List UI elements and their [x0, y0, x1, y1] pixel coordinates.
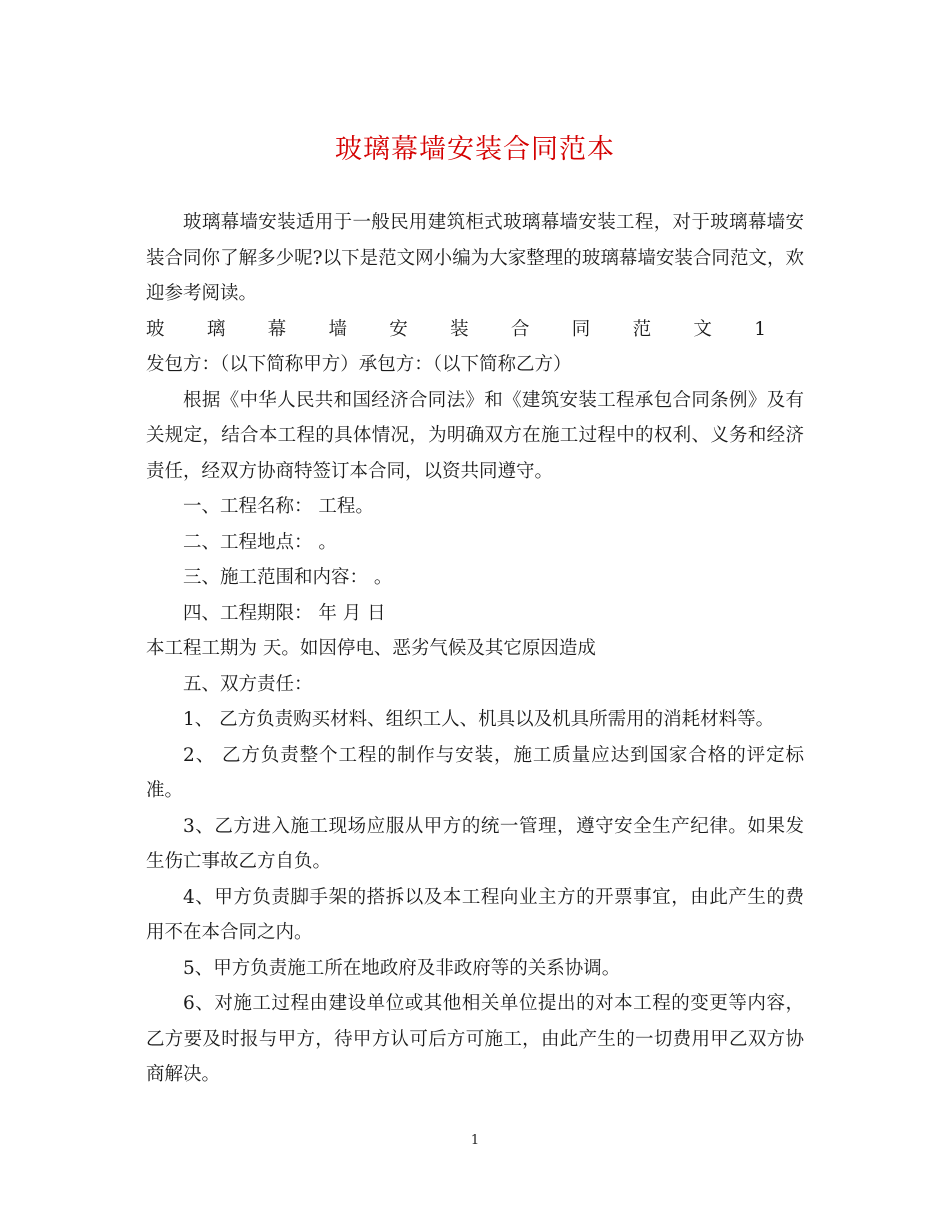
parties-text: 发包方：（以下简称甲方）承包方：（以下简称乙方）	[146, 354, 572, 375]
paragraph-responsibilities-heading: 五、双方责任：	[183, 673, 313, 695]
paragraph-basis: 根据《中华人民共和国经济合同法》和《建筑安装工程承包合同条例》及有关规定，结合本工程的具体情况，为明确双方在施工过程中的权利、义务和经济责任，经双方协商特签订本合同，以资共同遵守。	[146, 389, 804, 482]
paragraph-item-4: 4、甲方负责脚手架的搭拆以及本工程向业主方的开票事宜，由此产生的费用不在本合同之内。	[146, 886, 804, 943]
paragraph-item-1: 1、 乙方负责购买材料、组织工人、机具以及机具所需用的消耗材料等。	[183, 709, 775, 730]
document-title: 玻璃幕墙安装合同范本	[335, 134, 615, 165]
paragraph-project-name: 一、工程名称： 工程。	[183, 496, 374, 517]
paragraph-item-2: 2、 乙方负责整个工程的制作与安装，施工质量应达到国家合格的评定标准。	[146, 744, 804, 801]
paragraph-scope: 三、施工范围和内容： 。	[183, 567, 393, 588]
paragraph-contract-parties	[146, 312, 804, 383]
paragraph-project-location: 二、工程地点： 。	[183, 531, 337, 553]
page-number: 1	[470, 1133, 480, 1148]
paragraph-item-5: 5、甲方负责施工所在地政府及非政府等的关系协调。	[183, 957, 621, 979]
paragraph-duration: 本工程工期为 天。如因停电、恶劣气候及其它原因造成	[146, 638, 596, 659]
paragraph-item-6: 6、对施工过程由建设单位或其他相关单位提出的对本工程的变更等内容，乙方要及时报与甲方，待甲方认可后方可施工，由此产生的一切费用甲乙双方协商解决。	[146, 993, 804, 1085]
contract-heading: 玻璃幕墙安装合同范文1	[146, 318, 766, 340]
document-body	[146, 205, 804, 1093]
paragraph-period: 四、工程期限： 年 月 日	[183, 602, 386, 624]
paragraph-intro: 玻璃幕墙安装适用于一般民用建筑柜式玻璃幕墙安装工程，对于玻璃幕墙安装合同你了解多少呢?以下是范文网小编为大家整理的玻璃幕墙安装合同范文，欢迎参考阅读。	[146, 212, 804, 304]
paragraph-item-3: 3、乙方进入施工现场应服从甲方的统一管理，遵守安全生产纪律。如果发生伤亡事故乙方自负。	[146, 815, 804, 872]
